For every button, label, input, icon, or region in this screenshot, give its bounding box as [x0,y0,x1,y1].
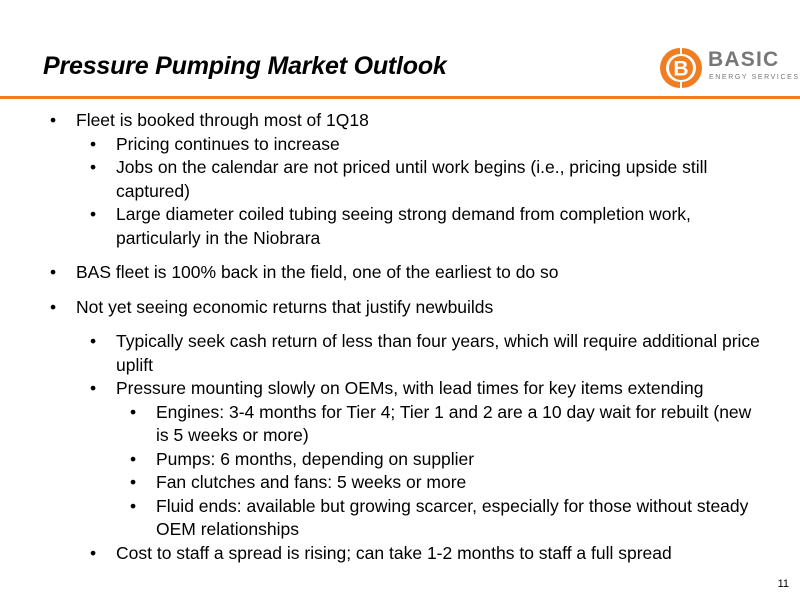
bullet-item [0,296,800,320]
sub-bullet-item [0,133,800,157]
bullet-text: Engines: 3-4 months for Tier 4; Tier 1 and 2 are a 10 day wait for rebuilt (new is 5 weeks or more) [156,401,752,445]
bullet-marker: • [90,204,97,224]
bullet-marker: • [90,157,97,177]
sub-bullet-item [0,377,800,401]
bullet-marker: • [50,262,57,282]
bullet-text: Jobs on the calendar are not priced until work begins (i.e., pricing upside still captured) [116,157,708,201]
bullet-text: Typically seek cash return of less than four years, which will require additional price uplift [116,331,760,375]
sub-bullet-item [0,156,800,203]
page-number: 11 [777,578,789,590]
svg-text:B: B [673,57,689,81]
bullet-item [0,261,800,285]
bullet-marker: • [130,401,137,422]
sub-sub-bullet-item [0,495,800,542]
bullet-marker: • [50,110,57,130]
basic-b-logo-icon [658,46,704,90]
sub-bullet-item [0,203,800,250]
bullet-text: Cost to staff a spread is rising; can take 1-2 months to staff a full spread [116,542,672,563]
sub-sub-bullet-item [0,448,800,472]
bullet-text: BAS fleet is 100% back in the field, one of the earliest to do so [76,262,559,282]
bullet-text: Fluid ends: available but growing scarcer, especially for those without steady OEM relationships [156,495,749,539]
sub-bullet-item [0,542,800,566]
bullet-text: Pricing continues to increase [116,133,340,154]
bullet-text: Pumps: 6 months, depending on supplier [156,448,475,469]
bullet-marker: • [90,331,97,351]
bullet-marker: • [90,133,97,154]
bullet-text: Pressure mounting slowly on OEMs, with lead times for key items extending [116,378,704,398]
bullet-marker: • [130,472,137,492]
company-logo [658,46,800,90]
logo-tagline: ENERGY SERVICES [709,74,800,81]
sub-bullet-item [0,330,800,377]
bullet-list [0,109,800,565]
bullet-marker: • [130,495,137,516]
bullet-marker: • [50,296,57,317]
bullet-marker: • [90,542,97,563]
bullet-item [0,109,800,133]
bullet-marker: • [90,378,97,398]
slide-title: Pressure Pumping Market Outlook [43,52,447,80]
sub-sub-bullet-item [0,471,800,495]
bullet-text: Fan clutches and fans: 5 weeks or more [156,472,467,492]
title-divider [0,96,800,99]
bullet-marker: • [130,448,137,469]
sub-sub-bullet-item [0,401,800,448]
bullet-text: Large diameter coiled tubing seeing strong demand from completion work, particularly in the Niobrara [116,204,691,248]
bullet-text: Fleet is booked through most of 1Q18 [76,110,369,130]
bullet-text: Not yet seeing economic returns that justify newbuilds [76,296,494,317]
logo-name: BASIC [708,48,780,71]
